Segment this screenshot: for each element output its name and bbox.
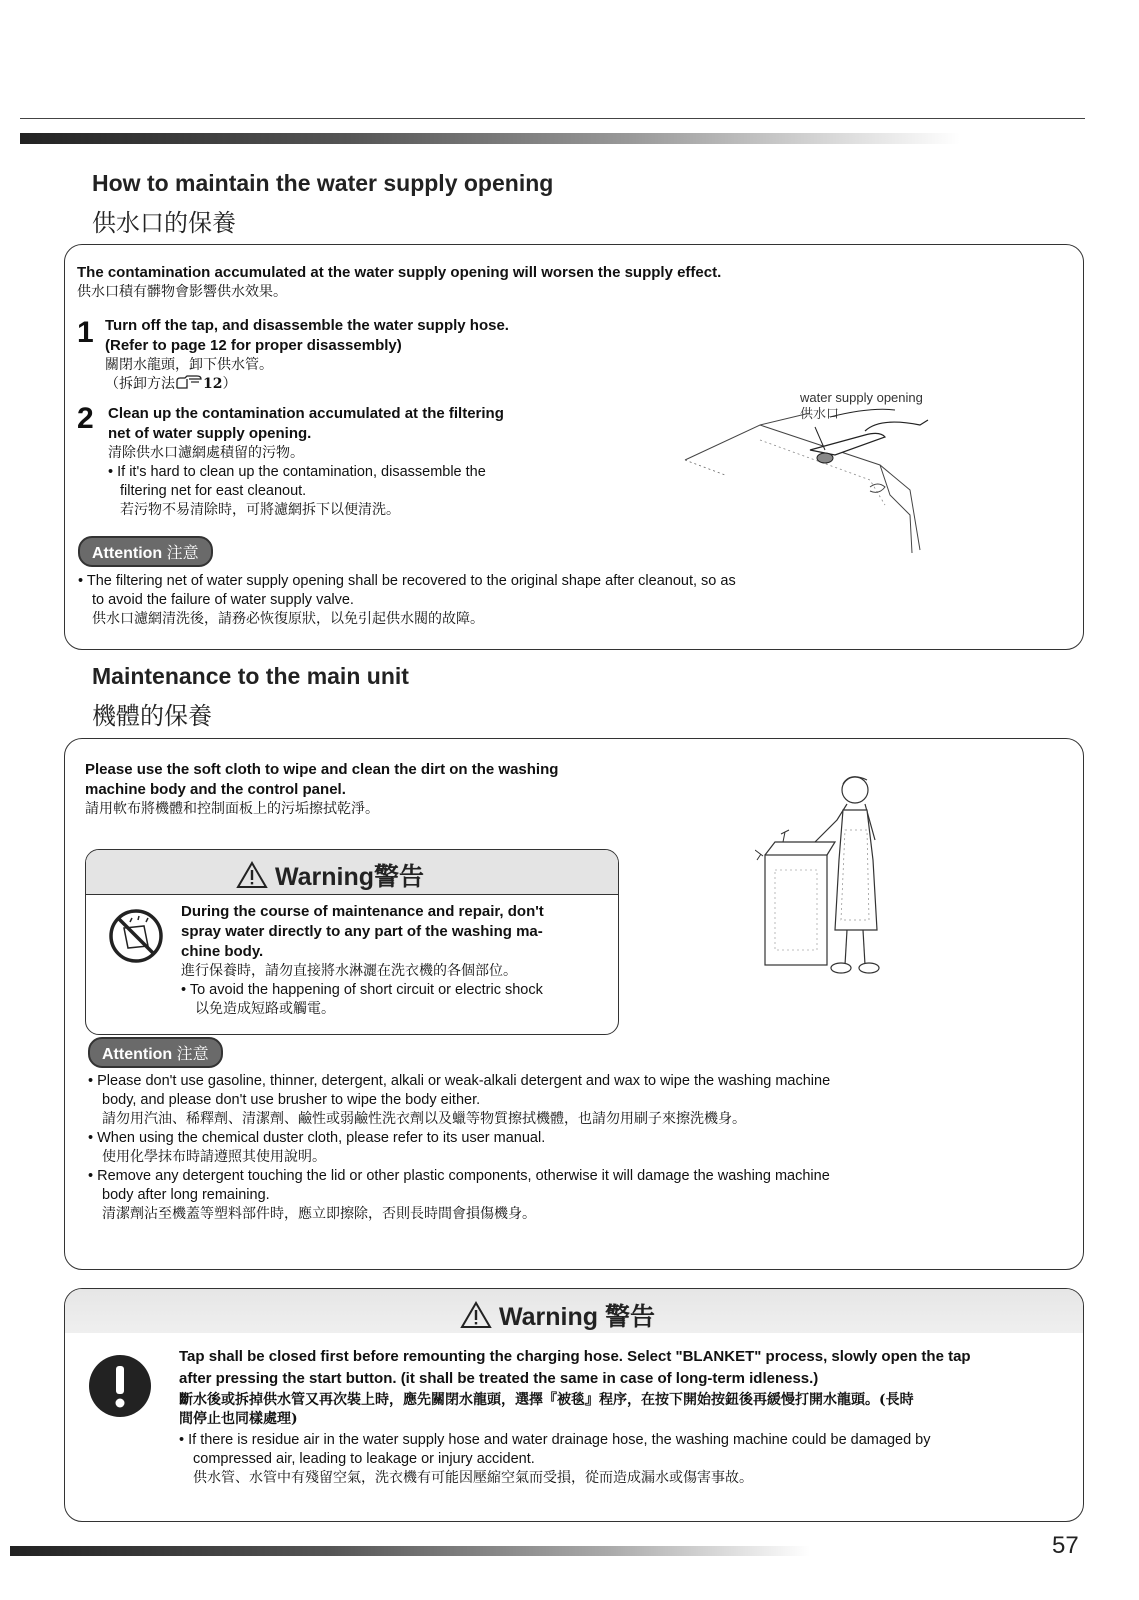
step1-zh2 [105,375,509,394]
attention-item-en1: When using the chemical duster cloth, please refer to its user manual. [97,1130,546,1146]
attention-item-zh: 請勿用汽油、稀釋劑、清潔劑、鹼性或弱鹼性洗衣劑以及蠟等物質擦拭機體，也請勿用刷子來擦洗機身。 [102,1111,746,1127]
warning-box [85,849,619,1035]
attention-label-zh: 注意 [166,543,199,562]
step2-zh1: 清除供水口濾網處積留的污物。 [108,445,304,461]
bullet-dot: • [181,982,190,998]
bottom-warning-text [179,1347,1069,1488]
warning-title-zh: 警告 [374,862,425,891]
warning-header [86,850,618,895]
list-item [88,1167,1068,1224]
section2-title-zh: 機體的保養 [92,702,212,730]
bottom-warning-title-zh: 警告 [604,1302,655,1331]
warning-text [181,902,611,1019]
section2-title: Maintenance to the main unit [92,663,409,689]
bottom-warning-bullet [179,1431,1069,1450]
step1-zh2-page: 12 [203,376,223,392]
bullet-dot: • [108,464,118,480]
bottom-warning-bullet-en1: If there is residue air in the water supply hose and water drainage hose, the washing machine could be damaged by [188,1432,931,1448]
step2-bullet-en2: filtering net for east cleanout. [120,483,307,499]
attention-badge-2 [88,1037,223,1068]
bottom-warning-title [460,1297,655,1333]
attention-item-en1: Remove any detergent touching the lid or other plastic components, otherwise it will damage the washing machine [97,1168,830,1184]
step1-line2: (Refer to page 12 for proper disassembly) [105,337,402,354]
attention-text-en2: to avoid the failure of water supply valve. [92,592,354,608]
attention-badge [78,536,213,567]
step2-line1: Clean up the contamination accumulated at the filtering [108,405,504,422]
bottom-warning-line2: after pressing the start button. (it shall be treated the same in case of long-term idleness.) [179,1370,819,1387]
attention-item-en2: body, and please don't use brusher to wipe the body either. [102,1092,481,1108]
bottom-warning-zh2: 間停止也同樣處理) [179,1411,298,1427]
attention-item-en2: body after long remaining. [102,1187,270,1203]
section2-intro-zh: 請用軟布將機體和控制面板上的污垢擦拭乾淨。 [85,801,379,817]
step1-zh1: 關閉水龍頭，卸下供水管。 [105,357,273,373]
bottom-warning-title-en: Warning [498,1303,599,1331]
bottom-warning-zh1: 斷水後或拆掉供水管又再次裝上時，應先關閉水龍頭，選擇『被毯』程序，在按下開始按鈕後再緩慢打開水龍頭。(長時 [179,1392,914,1408]
bottom-warning-box [64,1288,1084,1522]
step1-zh2-suffix: ） [222,376,237,392]
step2-line2: net of water supply opening. [108,425,312,442]
warning-bullet-en: To avoid the happening of short circuit or electric shock [189,982,543,998]
attention-label-2: Attention [102,1046,173,1063]
section2-intro-en2: machine body and the control panel. [85,781,346,798]
warning-bullet [181,981,611,1000]
step1-text [105,316,509,394]
step1-line1: Turn off the tap, and disassemble the water supply hose. [105,317,509,334]
page-number: 57 [1052,1532,1079,1559]
list-item [88,1072,1068,1129]
exclamation-icon [87,1353,153,1419]
attention-text-zh: 供水口濾網清洗後，請務必恢復原狀，以免引起供水閥的故障。 [92,611,484,627]
section2-intro-en1: Please use the soft cloth to wipe and clean the dirt on the washing [85,761,559,778]
warning-triangle-icon [236,861,268,889]
bottom-warning-bullet-zh: 供水管、水管中有殘留空氣，洗衣機有可能因壓縮空氣而受損，從而造成漏水或傷害事故。 [193,1470,753,1486]
hand-pointer-icon [175,375,203,391]
bottom-gradient-bar [10,1546,810,1556]
attention-label: Attention [92,545,163,562]
warning-line2: spray water directly to any part of the washing ma- [181,923,543,940]
section1-attention-text [78,572,736,629]
warning-title-en: Warning [274,863,375,891]
attention-label-zh-2: 注意 [176,1044,209,1063]
section1-title: How to maintain the water supply opening [92,170,554,196]
bottom-warning-line1: Tap shall be closed first before remounting the charging hose. Select "BLANKET" process, slowly open the tap [179,1348,971,1365]
section1-intro: The contamination accumulated at the water supply opening will worsen the supply effect. [77,264,722,281]
warning-title [236,857,424,893]
bullet-dot: • [88,1073,98,1089]
section2-attention-list [88,1072,1068,1224]
warning-triangle-icon [460,1301,492,1329]
step1-zh2-prefix: （拆卸方法 [105,376,175,392]
no-water-spray-icon [108,908,164,964]
bullet-dot: • [179,1432,189,1448]
top-rule [20,118,1085,119]
water-supply-opening-illustration [680,395,940,560]
attention-item-zh: 使用化學抹布時請遵照其使用說明。 [102,1149,326,1165]
bottom-warning-bullet-en2: compressed air, leading to leakage or injury accident. [193,1451,535,1467]
top-gradient-bar [20,133,960,144]
attention-item-zh: 清潔劑沾至機蓋等塑料部件時，應立即擦除，否則長時間會損傷機身。 [102,1206,536,1222]
illustration-label: water supply opening [800,390,923,405]
bottom-warning-header [65,1289,1083,1333]
section1-title-zh: 供水口的保養 [92,209,236,237]
step2-bullet-zh: 若污物不易清除時，可將濾網拆下以便清洗。 [120,502,400,518]
section2-intro [85,760,558,819]
bullet-dot: • [88,1130,98,1146]
bullet-dot: • [88,1168,98,1184]
step2-bullet-en1: If it's hard to clean up the contamination, disassemble the [117,464,486,480]
step2-number: 2 [77,402,94,435]
woman-wiping-washer-illustration [755,770,915,985]
warning-bullet-zh: 以免造成短路或觸電。 [195,1001,335,1017]
warning-line3: chine body. [181,943,264,960]
attention-item-en1: Please don't use gasoline, thinner, detergent, alkali or weak-alkali detergent and wax to wipe the washing machine [97,1073,831,1089]
step2-text [108,404,504,520]
list-item [88,1129,1068,1167]
bullet-dot: • [78,573,87,589]
attention-text-en1: The filtering net of water supply opening shall be recovered to the original shape after cleanout, so as [86,573,736,589]
warning-zh: 進行保養時，請勿直接將水淋灑在洗衣機的各個部位。 [181,963,517,979]
section1-intro-zh: 供水口積有髒物會影響供水效果。 [77,284,287,300]
step2-bullet-en [108,463,504,482]
illustration-label-zh: 供水口 [800,407,840,422]
attention-line1 [78,572,736,591]
step1-number: 1 [77,316,94,349]
warning-line1: During the course of maintenance and repair, don't [181,903,544,920]
